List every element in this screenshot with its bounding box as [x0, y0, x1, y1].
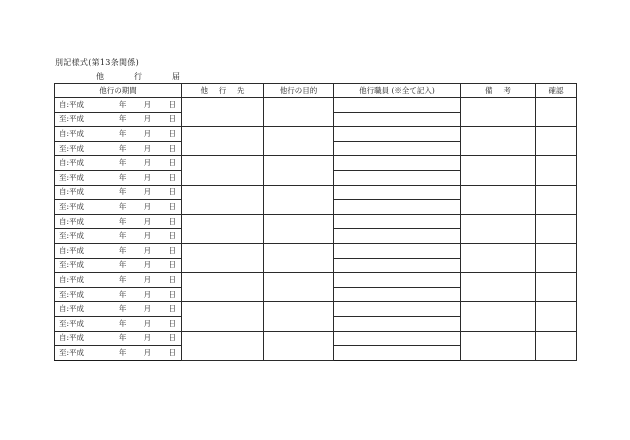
date-line [55, 215, 181, 228]
year-label: 年 [118, 128, 127, 138]
table-header-row [55, 84, 577, 98]
date-line [55, 113, 181, 126]
purpose-cell[interactable] [264, 331, 334, 360]
form-title-char: 他 [96, 72, 104, 81]
staff-cell[interactable] [334, 98, 461, 113]
staff-cell[interactable] [334, 170, 461, 185]
remarks-cell[interactable] [461, 214, 536, 243]
destination-cell[interactable] [182, 214, 264, 243]
year-label: 年 [118, 172, 127, 182]
period-to-cell[interactable] [55, 287, 182, 302]
month-label: 月 [143, 143, 152, 153]
period-to-cell[interactable] [55, 316, 182, 331]
year-label: 年 [118, 274, 127, 284]
date-line [55, 171, 181, 184]
staff-cell[interactable] [334, 258, 461, 273]
day-label: 日 [168, 274, 176, 284]
purpose-cell[interactable] [264, 243, 334, 272]
day-label: 日 [168, 114, 176, 124]
date-line [55, 273, 181, 286]
date-prefix: 自:平成 [59, 245, 85, 255]
table-row [55, 214, 577, 229]
date-prefix: 至:平成 [59, 347, 85, 357]
day-label: 日 [168, 245, 176, 255]
month-label: 月 [143, 114, 152, 124]
table-row [55, 185, 577, 200]
day-label: 日 [168, 187, 176, 197]
date-line [55, 244, 181, 257]
purpose-cell[interactable] [264, 214, 334, 243]
table-body [55, 98, 577, 361]
date-line [55, 98, 181, 111]
purpose-cell[interactable] [264, 127, 334, 156]
year-label: 年 [118, 187, 127, 197]
staff-cell[interactable] [334, 141, 461, 156]
date-line [55, 142, 181, 155]
confirm-cell[interactable] [536, 98, 577, 127]
header-remarks-char: 考 [503, 85, 511, 95]
form-title-char: 行 [134, 72, 142, 81]
remarks-cell[interactable] [461, 273, 536, 302]
destination-cell[interactable] [182, 273, 264, 302]
month-label: 月 [143, 333, 152, 343]
year-label: 年 [118, 333, 127, 343]
day-label: 日 [168, 260, 176, 270]
year-label: 年 [118, 158, 127, 168]
date-prefix: 自:平成 [59, 99, 85, 109]
date-prefix: 至:平成 [59, 260, 85, 270]
day-label: 日 [168, 201, 176, 211]
date-line [55, 200, 181, 213]
year-label: 年 [118, 201, 127, 211]
destination-cell[interactable] [182, 331, 264, 360]
table-row [55, 98, 577, 113]
staff-cell[interactable] [334, 302, 461, 317]
destination-cell[interactable] [182, 185, 264, 214]
period-from-cell[interactable] [55, 273, 182, 288]
remarks-cell[interactable] [461, 185, 536, 214]
absence-report-table [54, 83, 577, 361]
date-line [55, 127, 181, 140]
date-prefix: 至:平成 [59, 143, 85, 153]
day-label: 日 [168, 333, 176, 343]
period-to-cell[interactable] [55, 170, 182, 185]
date-prefix: 自:平成 [59, 304, 85, 314]
date-line [55, 259, 181, 272]
staff-cell[interactable] [334, 316, 461, 331]
period-from-cell[interactable] [55, 156, 182, 171]
period-from-cell[interactable] [55, 214, 182, 229]
remarks-cell[interactable] [461, 331, 536, 360]
month-label: 月 [143, 201, 152, 211]
day-label: 日 [168, 318, 176, 328]
date-prefix: 至:平成 [59, 201, 85, 211]
table-row [55, 243, 577, 258]
year-label: 年 [118, 114, 127, 124]
staff-cell[interactable] [334, 185, 461, 200]
date-prefix: 至:平成 [59, 231, 85, 241]
remarks-cell[interactable] [461, 98, 536, 127]
date-line [55, 288, 181, 301]
day-label: 日 [168, 128, 176, 138]
day-label: 日 [168, 347, 176, 357]
date-prefix: 自:平成 [59, 333, 85, 343]
staff-cell[interactable] [334, 156, 461, 171]
form-caption: 別記様式(第13条関係) [55, 58, 140, 67]
month-label: 月 [143, 187, 152, 197]
staff-cell[interactable] [334, 214, 461, 229]
month-label: 月 [143, 158, 152, 168]
confirm-cell[interactable] [536, 185, 577, 214]
month-label: 月 [143, 216, 152, 226]
staff-cell[interactable] [334, 112, 461, 127]
date-prefix: 至:平成 [59, 114, 85, 124]
confirm-cell[interactable] [536, 273, 577, 302]
destination-cell[interactable] [182, 156, 264, 185]
date-line [55, 317, 181, 330]
header-staff: 他行職員 (※全て記入) [334, 84, 461, 98]
day-label: 日 [168, 216, 176, 226]
year-label: 年 [118, 143, 127, 153]
header-remarks [461, 84, 536, 98]
purpose-cell[interactable] [264, 273, 334, 302]
header-purpose: 他行の目的 [264, 84, 334, 98]
date-prefix: 自:平成 [59, 128, 85, 138]
staff-cell[interactable] [334, 200, 461, 215]
month-label: 月 [143, 172, 152, 182]
staff-cell[interactable] [334, 243, 461, 258]
table-row [55, 127, 577, 142]
table-row [55, 156, 577, 171]
date-prefix: 至:平成 [59, 172, 85, 182]
year-label: 年 [118, 318, 127, 328]
purpose-cell[interactable] [264, 302, 334, 331]
confirm-cell[interactable] [536, 331, 577, 360]
purpose-cell[interactable] [264, 98, 334, 127]
header-period: 他行の期間 [55, 84, 182, 98]
year-label: 年 [118, 347, 127, 357]
confirm-cell[interactable] [536, 156, 577, 185]
staff-cell[interactable] [334, 273, 461, 288]
month-label: 月 [143, 289, 152, 299]
month-label: 月 [143, 260, 152, 270]
month-label: 月 [143, 245, 152, 255]
year-label: 年 [118, 231, 127, 241]
remarks-cell[interactable] [461, 302, 536, 331]
period-from-cell[interactable] [55, 302, 182, 317]
period-from-cell[interactable] [55, 127, 182, 142]
date-prefix: 至:平成 [59, 289, 85, 299]
date-prefix: 自:平成 [59, 158, 85, 168]
header-destination-char: 他 [200, 85, 208, 95]
destination-cell[interactable] [182, 243, 264, 272]
period-from-cell[interactable] [55, 243, 182, 258]
month-label: 月 [143, 128, 152, 138]
remarks-cell[interactable] [461, 243, 536, 272]
period-to-cell[interactable] [55, 112, 182, 127]
date-prefix: 自:平成 [59, 274, 85, 284]
table-row [55, 331, 577, 346]
remarks-cell[interactable] [461, 127, 536, 156]
period-to-cell[interactable] [55, 200, 182, 215]
form-title [96, 71, 180, 82]
confirm-cell[interactable] [536, 127, 577, 156]
month-label: 月 [143, 231, 152, 241]
period-to-cell[interactable] [55, 258, 182, 273]
destination-cell[interactable] [182, 127, 264, 156]
date-prefix: 至:平成 [59, 318, 85, 328]
month-label: 月 [143, 99, 152, 109]
date-line [55, 186, 181, 199]
header-confirm: 確認 [536, 84, 577, 98]
staff-cell[interactable] [334, 127, 461, 142]
header-destination-char: 行 [218, 85, 227, 95]
day-label: 日 [168, 99, 176, 109]
date-line [55, 303, 181, 316]
staff-cell[interactable] [334, 287, 461, 302]
day-label: 日 [168, 231, 176, 241]
confirm-cell[interactable] [536, 214, 577, 243]
period-to-cell[interactable] [55, 229, 182, 244]
period-from-cell[interactable] [55, 185, 182, 200]
year-label: 年 [118, 245, 127, 255]
year-label: 年 [118, 216, 127, 226]
destination-cell[interactable] [182, 302, 264, 331]
day-label: 日 [168, 304, 176, 314]
date-prefix: 自:平成 [59, 216, 85, 226]
purpose-cell[interactable] [264, 156, 334, 185]
staff-cell[interactable] [334, 346, 461, 361]
header-destination [182, 84, 264, 98]
period-from-cell[interactable] [55, 98, 182, 113]
date-line [55, 332, 181, 345]
day-label: 日 [168, 143, 176, 153]
period-to-cell[interactable] [55, 346, 182, 361]
year-label: 年 [118, 99, 127, 109]
confirm-cell[interactable] [536, 243, 577, 272]
day-label: 日 [168, 172, 176, 182]
month-label: 月 [143, 274, 152, 284]
header-destination-char: 先 [237, 85, 245, 95]
confirm-cell[interactable] [536, 302, 577, 331]
month-label: 月 [143, 318, 152, 328]
year-label: 年 [118, 304, 127, 314]
table-row [55, 302, 577, 317]
month-label: 月 [143, 347, 152, 357]
period-from-cell[interactable] [55, 331, 182, 346]
date-line [55, 157, 181, 170]
date-line [55, 346, 181, 359]
period-to-cell[interactable] [55, 141, 182, 156]
year-label: 年 [118, 260, 127, 270]
day-label: 日 [168, 289, 176, 299]
date-line [55, 230, 181, 243]
form-title-char: 届 [172, 72, 180, 81]
table-row [55, 273, 577, 288]
staff-cell[interactable] [334, 229, 461, 244]
destination-cell[interactable] [182, 98, 264, 127]
staff-cell[interactable] [334, 331, 461, 346]
month-label: 月 [143, 304, 152, 314]
purpose-cell[interactable] [264, 185, 334, 214]
header-remarks-char: 備 [485, 85, 493, 95]
day-label: 日 [168, 158, 176, 168]
year-label: 年 [118, 289, 127, 299]
date-prefix: 自:平成 [59, 187, 85, 197]
remarks-cell[interactable] [461, 156, 536, 185]
